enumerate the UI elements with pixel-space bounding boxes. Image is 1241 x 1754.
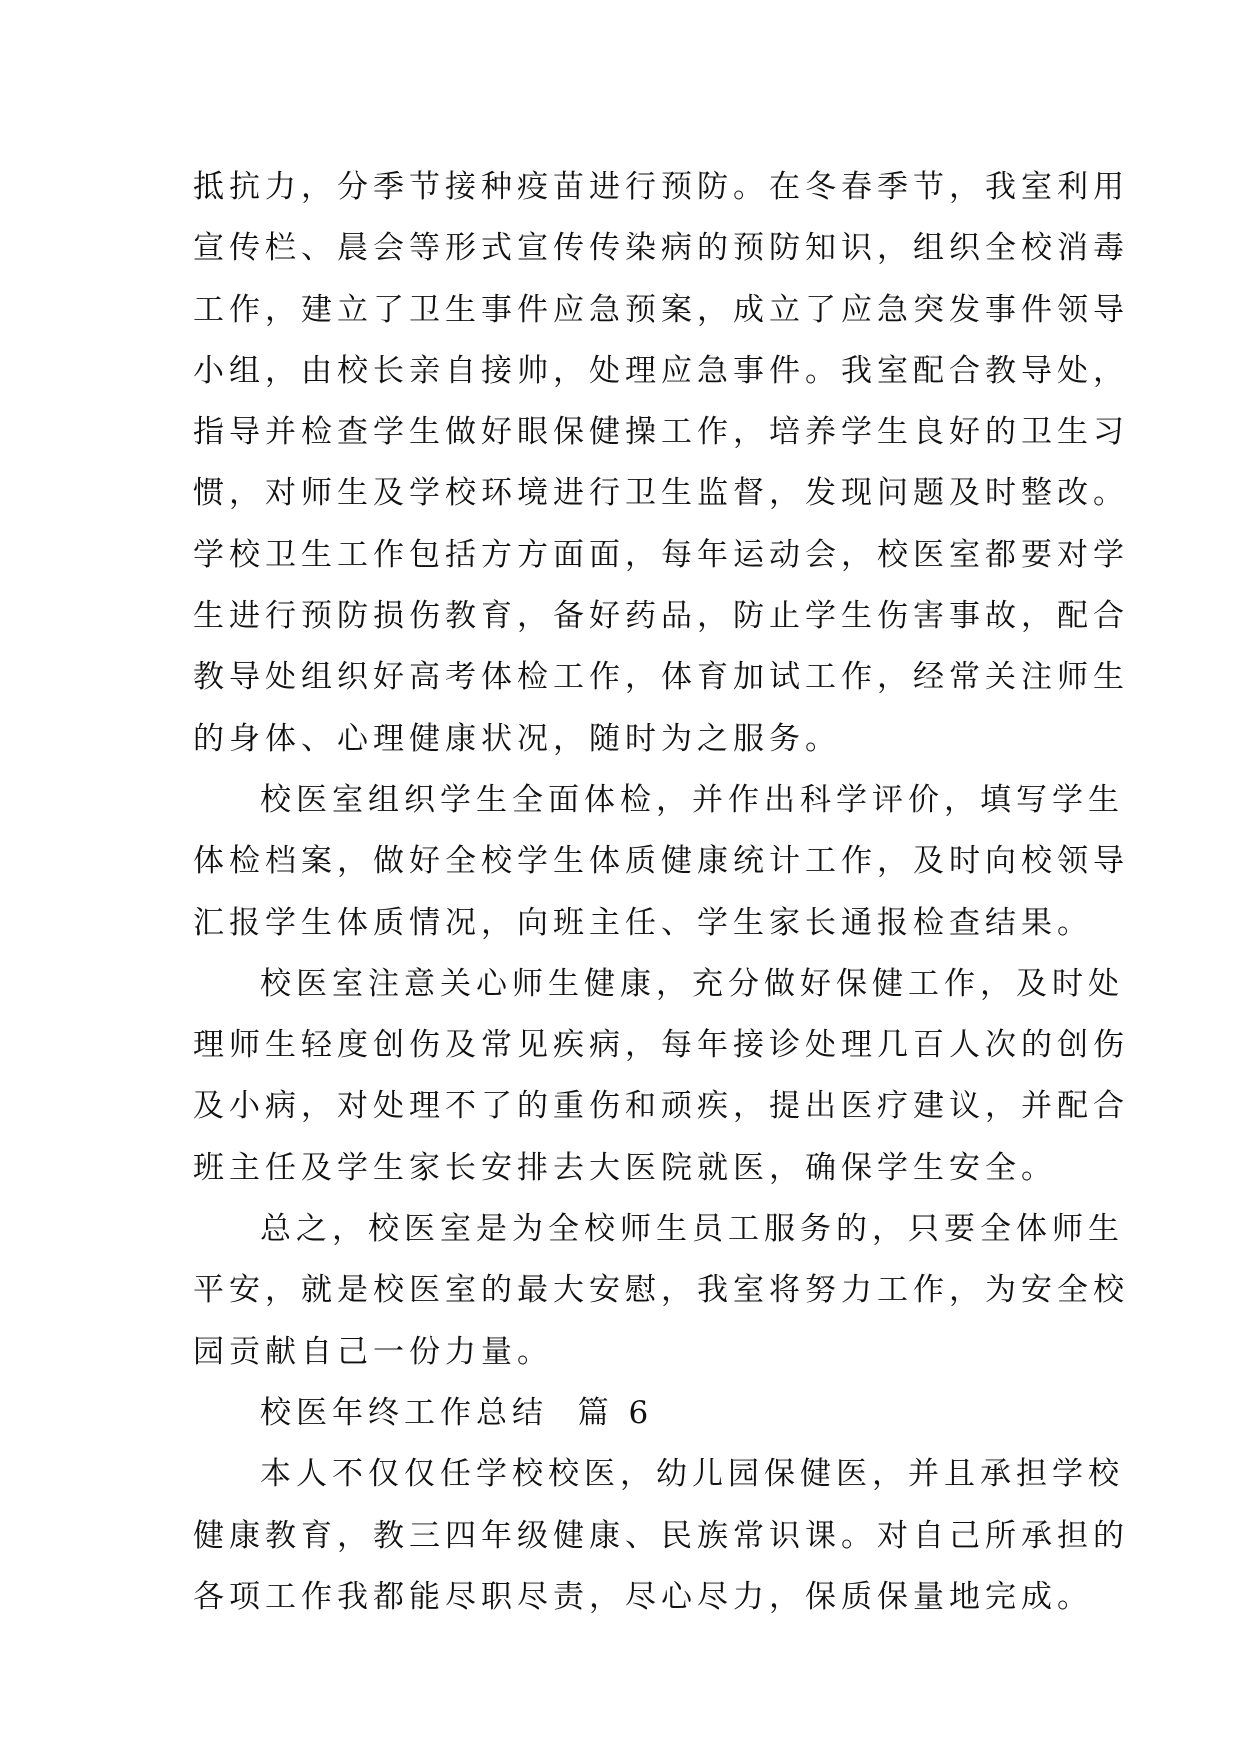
body-text <box>193 157 1129 1628</box>
text-line: 汇报学生体质情况，向班主任、学生家长通报检查结果。 <box>193 904 1093 941</box>
text-line: 及小病，对处理不了的重伤和顽疾，提出医疗建议，并配合 <box>193 1088 1129 1125</box>
text-line: 小组，由校长亲自接帅，处理应急事件。我室配合教导处， <box>193 352 1129 389</box>
text-line: 各项工作我都能尽职尽责，尽心尽力，保质保量地完成。 <box>193 1578 1093 1615</box>
text-line: 理师生轻度创伤及常见疾病，每年接诊处理几百人次的创伤 <box>193 1027 1129 1064</box>
text-line: 园贡献自己一份力量。 <box>193 1333 553 1370</box>
text-line: 健康教育，教三四年级健康、民族常识课。对自己所承担的 <box>193 1517 1129 1554</box>
text-line: 平安，就是校医室的最大安慰，我室将努力工作，为安全校 <box>193 1272 1129 1309</box>
paragraph-start-line: 校医室组织学生全面体检，并作出科学评价，填写学生 <box>260 781 1124 818</box>
text-line: 生进行预防损伤教育，备好药品，防止学生伤害事故，配合 <box>193 598 1129 635</box>
paragraph-start-line: 总之，校医室是为全校师生员工服务的，只要全体师生 <box>260 1211 1124 1248</box>
paragraph-start-line: 校医室注意关心师生健康，充分做好保健工作，及时处 <box>260 965 1124 1002</box>
text-line: 班主任及学生家长安排去大医院就医，确保学生安全。 <box>193 1149 1057 1186</box>
text-line: 教导处组织好高考体检工作，体育加试工作，经常关注师生 <box>193 659 1129 696</box>
text-line: 学校卫生工作包括方方面面，每年运动会，校医室都要对学 <box>193 536 1129 573</box>
text-line: 抵抗力，分季节接种疫苗进行预防。在冬春季节，我室利用 <box>193 169 1129 205</box>
text-line: 的身体、心理健康状况，随时为之服务。 <box>193 720 841 757</box>
section-heading: 校医年终工作总结 篇 6 <box>260 1394 654 1431</box>
paragraph-start-line: 本人不仅仅任学校校医，幼儿园保健医，并且承担学校 <box>260 1456 1124 1493</box>
text-line: 惯，对师生及学校环境进行卫生监督，发现问题及时整改。 <box>193 475 1129 512</box>
text-line: 工作，建立了卫生事件应急预案，成立了应急突发事件领导 <box>193 291 1129 328</box>
text-line: 体检档案，做好全校学生体质健康统计工作，及时向校领导 <box>193 843 1129 880</box>
text-line: 宣传栏、晨会等形式宣传传染病的预防知识，组织全校消毒 <box>193 230 1129 267</box>
text-line: 指导并检查学生做好眼保健操工作，培养学生良好的卫生习 <box>193 414 1129 451</box>
